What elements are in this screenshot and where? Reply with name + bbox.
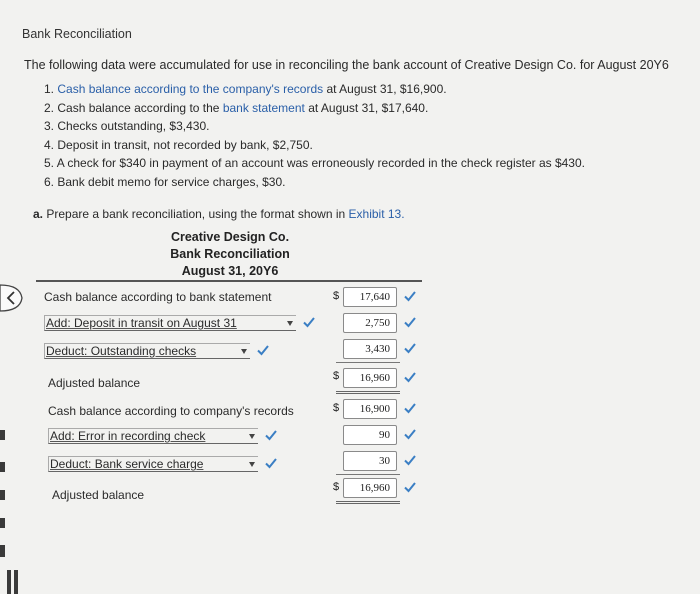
adjusted-company-input[interactable]: 16,960 [343,478,397,498]
check-icon [403,370,417,384]
list-item: 3. Checks outstanding, $3,430. [44,119,210,133]
checks-amount-input[interactable]: 3,430 [343,339,397,359]
scroll-marker [0,490,5,500]
double-rule [336,501,400,504]
check-icon [403,480,417,494]
double-rule [336,391,400,394]
add-deposit-select[interactable]: Add: Deposit in transit on August 31 [44,315,296,331]
adjusted-balance-label: Adjusted balance [52,488,145,502]
header-rule [36,280,422,282]
dollar-sign: $ [333,290,340,302]
company-balance-input[interactable]: 16,900 [343,399,397,419]
company-balance-label: Cash balance according to company's records [48,404,294,418]
dollar-sign: $ [333,481,340,493]
list-item: 2. Cash balance according to the bank statement at August 31, $17,640. [44,100,429,115]
scroll-marker [0,545,5,557]
check-icon [256,343,270,357]
list-item: 4. Deposit in transit, not recorded by bank, $2,750. [44,137,313,152]
bank-balance-label: Cash balance according to bank statement [44,290,272,304]
check-icon [264,428,278,442]
adjusted-balance-label: Adjusted balance [48,376,141,390]
exhibit-link[interactable]: Exhibit 13. [348,207,405,221]
scroll-marker [0,518,5,528]
scroll-marker [7,570,11,594]
service-amount-input[interactable]: 30 [343,451,397,471]
deduct-checks-select[interactable]: Deduct: Outstanding checks [44,343,250,359]
statement-date: August 31, 20Y6 [181,264,279,278]
collapse-panel-tab[interactable] [0,283,24,313]
scroll-marker [0,462,5,472]
glossary-link[interactable]: Cash balance according to the company's records [57,82,324,96]
check-icon [403,453,417,467]
check-icon [403,401,417,415]
part-a-instruction: a. Prepare a bank reconciliation, using the format shown in Exhibit 13. [33,207,405,221]
list-item: 5. A check for $340 in payment of an account was erroneously recorded in the check register as $430. [44,156,585,170]
check-icon [403,341,417,355]
check-icon [403,289,417,303]
check-icon [264,456,278,470]
list-item: 1. Cash balance according to the company's records at August 31, $16,900. [44,82,447,96]
deposit-amount-input[interactable]: 2,750 [343,313,397,333]
statement-name: Bank Reconciliation [170,247,290,261]
data-list [44,82,585,193]
dollar-sign: $ [333,402,340,414]
list-item: 6. Bank debit memo for service charges, $30. [44,174,286,189]
page-title: Bank Reconciliation [22,27,132,41]
scroll-marker [0,430,5,440]
scroll-marker [14,570,18,594]
subtotal-rule [336,474,400,475]
company-name: Creative Design Co. [170,230,290,244]
deduct-service-select[interactable]: Deduct: Bank service charge [48,456,258,472]
subtotal-rule [336,362,400,363]
problem-intro: The following data were accumulated for use in reconciling the bank account of Creative Design Co. for August 20Y6 [24,58,669,72]
error-amount-input[interactable]: 90 [343,425,397,445]
dollar-sign: $ [333,370,340,382]
bank-balance-input[interactable]: 17,640 [343,287,397,307]
glossary-link[interactable]: bank statement [222,100,305,115]
chevron-left-icon [0,283,24,313]
adjusted-bank-input[interactable]: 16,960 [343,368,397,388]
check-icon [302,315,316,329]
add-error-select[interactable]: Add: Error in recording check [48,428,258,444]
check-icon [403,427,417,441]
check-icon [403,315,417,329]
